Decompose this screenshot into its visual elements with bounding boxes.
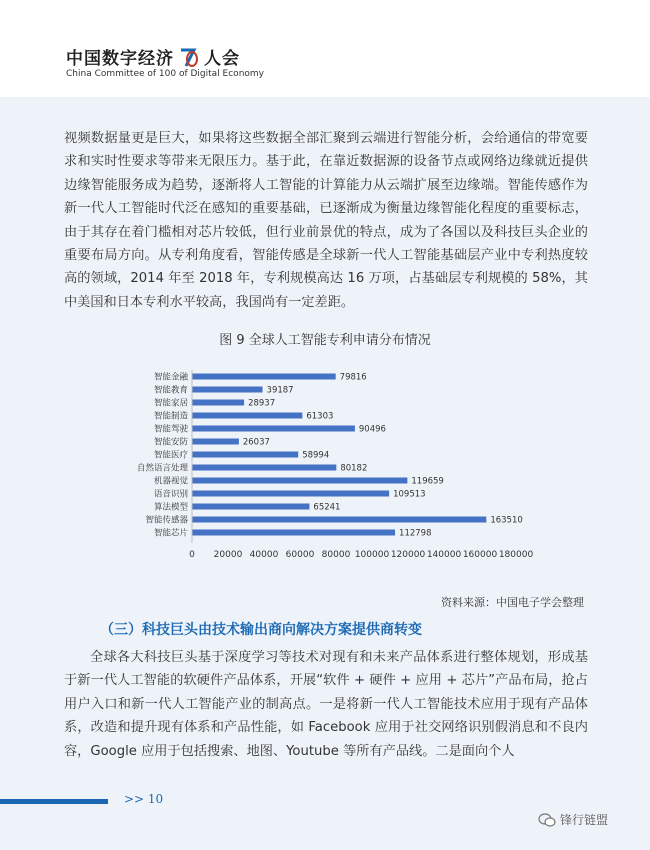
wechat-watermark (538, 811, 608, 828)
bar (192, 400, 244, 406)
data-label: 26037 (242, 437, 270, 448)
section-title: （三）科技巨头由技术输出商向解决方案提供商转变 (100, 622, 422, 638)
x-tick-label: 80000 (321, 550, 351, 560)
bar (192, 452, 298, 458)
bar (192, 413, 302, 419)
bar (192, 426, 355, 432)
x-tick-label: 120000 (390, 550, 426, 560)
x-tick-label: 40000 (249, 550, 279, 560)
x-tick-label: 100000 (354, 550, 390, 560)
data-label: 80182 (340, 463, 368, 474)
category-label: 智能驾驶 (153, 424, 188, 435)
category-label: 智能教育 (153, 385, 188, 396)
org-name-cn-right: 人会 (204, 49, 240, 69)
logo-100-icon (178, 46, 200, 68)
data-label: 79816 (339, 372, 367, 383)
bar (192, 439, 239, 445)
bar (192, 491, 389, 497)
bar (192, 517, 486, 523)
data-label: 28937 (248, 398, 276, 409)
paragraph-1: 视频数据量更是巨大，如果将这些数据全部汇聚到云端进行智能分析，会给通信的带宽要求和实时性要求等带来无限压力。基于此，在靠近数据源的设备节点或网络边缘就近提供边缘智能服务成为趋势，逐渐将人工智能的计算能力从云端扩展至边缘端。智能传感作为新一代人工智能时代泛在感知的重要基础，已逐渐成为衡量边缘智能化程度的重要标志，由于其存在着门槛相对芯片较低，但行业前景优的特点，成为了各国以及科技巨头企业的重要布局方向。从专利角度看，智能传感是全球新一代人工智能基础层产业中专利热度较高的领域，2014 年至 2018 年，专利规模高达 16 万项，占基础层专利规模的 58%，其中美国和日本专利水平较高，我国尚有一定差距。 (64, 131, 588, 310)
bar (192, 374, 336, 380)
category-label: 算法模型 (153, 502, 188, 513)
category-label: 智能安防 (153, 437, 188, 448)
data-label: 58994 (302, 450, 330, 461)
data-label: 112798 (399, 528, 432, 539)
bar (192, 465, 336, 471)
org-logo (66, 44, 240, 69)
bar (192, 478, 407, 484)
category-label: 自然语言处理 (136, 463, 188, 474)
patent-bar-chart (110, 362, 540, 567)
data-label: 163510 (490, 515, 523, 526)
category-label: 智能芯片 (153, 528, 188, 539)
org-name-en: China Committee of 100 of Digital Economy (66, 69, 264, 79)
data-label: 90496 (358, 424, 386, 435)
figure-source: 资料来源：中国电子学会整理 (441, 596, 584, 609)
org-name-cn-left: 中国数字经济 (66, 49, 174, 69)
paragraph-2: 全球各大科技巨头基于深度学习等技术对现有和未来产品体系进行整体规划，形成基于新一代人工智能的软硬件产品体系，开展“软件 + 硬件 + 应用 + 芯片”产品布局，抢占用户入口和新一代人工智能产业的制高点。一是将新一代人工智能技术应用于现有产品体系，改造和提升现有体系和产品性能，如 Facebook 应用于社交网络识别假消息和不良内容，Google 应用于包括搜索、地图、Youtube 等所有产品线。二是面向个人 (64, 650, 588, 759)
x-tick-label: 20000 (213, 550, 243, 560)
category-label: 智能医疗 (153, 450, 188, 461)
x-tick-label: 160000 (462, 550, 498, 560)
data-label: 65241 (313, 502, 341, 513)
x-tick-label: 180000 (498, 550, 534, 560)
bar (192, 387, 263, 393)
category-label: 语音识别 (153, 489, 188, 500)
bar (192, 530, 395, 536)
category-label: 智能制造 (153, 411, 188, 422)
category-label: 智能传感器 (145, 515, 188, 526)
data-label: 61303 (306, 411, 334, 422)
wechat-label: 锋行链盟 (560, 813, 609, 827)
footer-bar (0, 799, 108, 804)
data-label: 109513 (393, 489, 426, 500)
page-header (0, 0, 650, 97)
category-label: 智能家居 (153, 398, 188, 409)
bar (192, 504, 309, 510)
figure-title: 图 9 全球人工智能专利申请分布情况 (219, 333, 431, 348)
category-label: 机器视觉 (153, 476, 188, 487)
x-tick-label: 140000 (426, 550, 462, 560)
page-number: >> 10 (124, 792, 164, 806)
x-tick-label: 0 (189, 550, 195, 560)
category-label: 智能金融 (153, 372, 188, 383)
data-label: 119659 (411, 476, 444, 487)
data-label: 39187 (266, 385, 294, 396)
x-tick-label: 60000 (285, 550, 315, 560)
wechat-icon (538, 813, 556, 827)
